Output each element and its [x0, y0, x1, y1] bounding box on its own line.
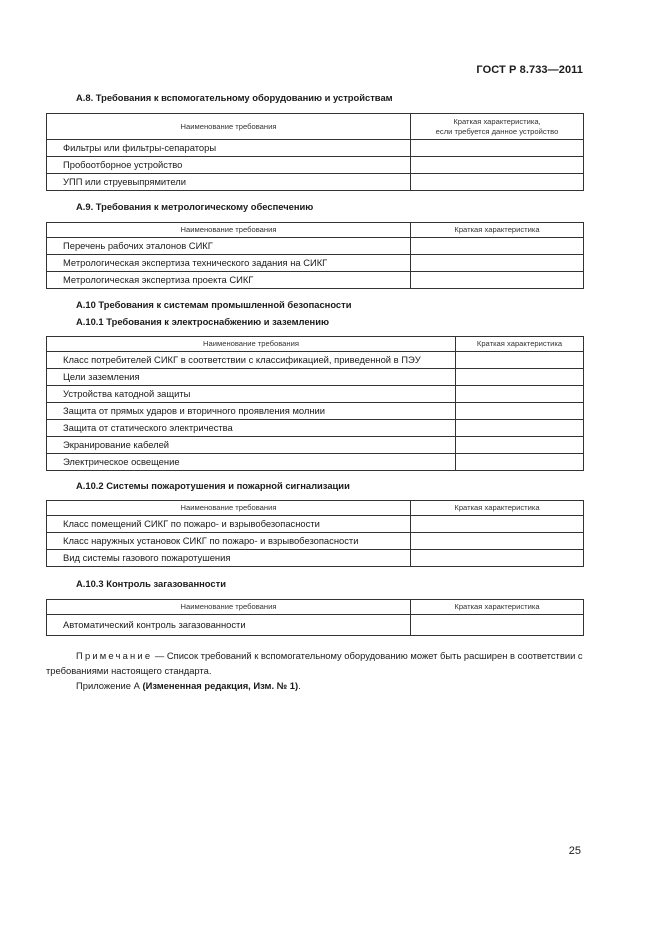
requirement-name: Пробоотборное устройство: [47, 157, 411, 174]
requirement-name: Устройства катодной защиты: [47, 386, 456, 403]
table-row: [47, 140, 584, 157]
appendix-remark: [76, 680, 301, 691]
table-row: [47, 420, 584, 437]
table-row: [47, 255, 584, 272]
note-text: — Список требований к вспомогательному оборудованию может быть расширен в соответствии с требованиями настоящего стандарта.: [46, 650, 583, 676]
table-a10-1: [46, 336, 584, 471]
col-header-characteristic: [411, 114, 584, 140]
section-a9-heading: А.9. Требования к метрологическому обеспечению: [76, 201, 314, 212]
requirement-name: Электрическое освещение: [47, 454, 456, 471]
characteristic-cell: [456, 352, 584, 369]
table-a10-2: [46, 500, 584, 567]
table-row: [47, 533, 584, 550]
table-row: [47, 157, 584, 174]
section-a10-heading: А.10 Требования к системам промышленной безопасности: [76, 299, 352, 310]
requirement-name: Автоматический контроль загазованности: [47, 615, 411, 636]
requirement-name: Класс потребителей СИКГ в соответствии с классификацией, приведенной в ПЭУ: [47, 352, 456, 369]
section-a10-3-heading: А.10.3 Контроль загазованности: [76, 578, 226, 589]
requirement-name: УПП или струевыпрямители: [47, 174, 411, 191]
section-a8-heading: А.8. Требования к вспомогательному оборудованию и устройствам: [76, 92, 393, 103]
table-row: [47, 550, 584, 567]
col-header-name: Наименование требования: [47, 501, 411, 516]
note-paragraph: [46, 648, 583, 678]
table-a8: [46, 113, 584, 191]
table-header-row: [47, 600, 584, 615]
table-row: [47, 454, 584, 471]
appendix-suffix: .: [298, 680, 301, 691]
characteristic-cell: [411, 174, 584, 191]
requirement-name: Вид системы газового пожаротушения: [47, 550, 411, 567]
page-number: 25: [568, 845, 581, 857]
appendix-bold: (Измененная редакция, Изм. № 1): [142, 680, 299, 691]
col-header-name: Наименование требования: [47, 337, 456, 352]
requirement-name: Метрологическая экспертиза проекта СИКГ: [47, 272, 411, 289]
characteristic-cell: [456, 403, 584, 420]
characteristic-cell: [411, 615, 584, 636]
characteristic-cell: [456, 420, 584, 437]
characteristic-cell: [411, 516, 584, 533]
col-header-characteristic: Краткая характеристика: [411, 600, 584, 615]
characteristic-cell: [411, 238, 584, 255]
requirement-name: Фильтры или фильтры-сепараторы: [47, 140, 411, 157]
table-header-row: [47, 501, 584, 516]
table-row: [47, 437, 584, 454]
characteristic-cell: [411, 140, 584, 157]
table-header-row: [47, 223, 584, 238]
requirement-name: Класс помещений СИКГ по пожаро- и взрывобезопасности: [47, 516, 411, 533]
characteristic-cell: [411, 550, 584, 567]
requirement-name: Цели заземления: [47, 369, 456, 386]
characteristic-cell: [411, 272, 584, 289]
section-a10-2-heading: А.10.2 Системы пожаротушения и пожарной сигнализации: [76, 480, 350, 491]
table-row: [47, 174, 584, 191]
table-row: [47, 516, 584, 533]
table-row: [47, 386, 584, 403]
col-header-characteristic: Краткая характеристика: [456, 337, 584, 352]
section-a10-1-heading: А.10.1 Требования к электроснабжению и заземлению: [76, 316, 329, 327]
characteristic-cell: [456, 386, 584, 403]
appendix-prefix: Приложение А: [76, 680, 143, 691]
col-header-name: Наименование требования: [47, 114, 411, 140]
requirement-name: Метрологическая экспертиза технического задания на СИКГ: [47, 255, 411, 272]
characteristic-cell: [411, 533, 584, 550]
requirement-name: Перечень рабочих эталонов СИКГ: [47, 238, 411, 255]
table-row: [47, 615, 584, 636]
table-row: [47, 352, 584, 369]
col-header-characteristic-line1: Краткая характеристика,: [453, 116, 541, 126]
requirement-name: Защита от прямых ударов и вторичного проявления молнии: [47, 403, 456, 420]
characteristic-cell: [456, 454, 584, 471]
col-header-characteristic-line2: если требуется данное устройство: [435, 126, 559, 136]
document-code: ГОСТ Р 8.733—2011: [476, 64, 583, 76]
characteristic-cell: [411, 157, 584, 174]
table-header-row: [47, 337, 584, 352]
col-header-name: Наименование требования: [47, 223, 411, 238]
col-header-characteristic: Краткая характеристика: [411, 223, 584, 238]
col-header-characteristic: Краткая характеристика: [411, 501, 584, 516]
table-row: [47, 238, 584, 255]
table-header-row: [47, 114, 584, 140]
characteristic-cell: [411, 255, 584, 272]
requirement-name: Защита от статического электричества: [47, 420, 456, 437]
table-a10-3: [46, 599, 584, 636]
characteristic-cell: [456, 369, 584, 386]
table-row: [47, 403, 584, 420]
table-row: [47, 272, 584, 289]
table-a9: [46, 222, 584, 289]
requirement-name: Класс наружных установок СИКГ по пожаро- и взрывобезопасности: [47, 533, 411, 550]
characteristic-cell: [456, 437, 584, 454]
col-header-name: Наименование требования: [47, 600, 411, 615]
table-row: [47, 369, 584, 386]
requirement-name: Экранирование кабелей: [47, 437, 456, 454]
note-label: Примечание: [76, 650, 153, 661]
